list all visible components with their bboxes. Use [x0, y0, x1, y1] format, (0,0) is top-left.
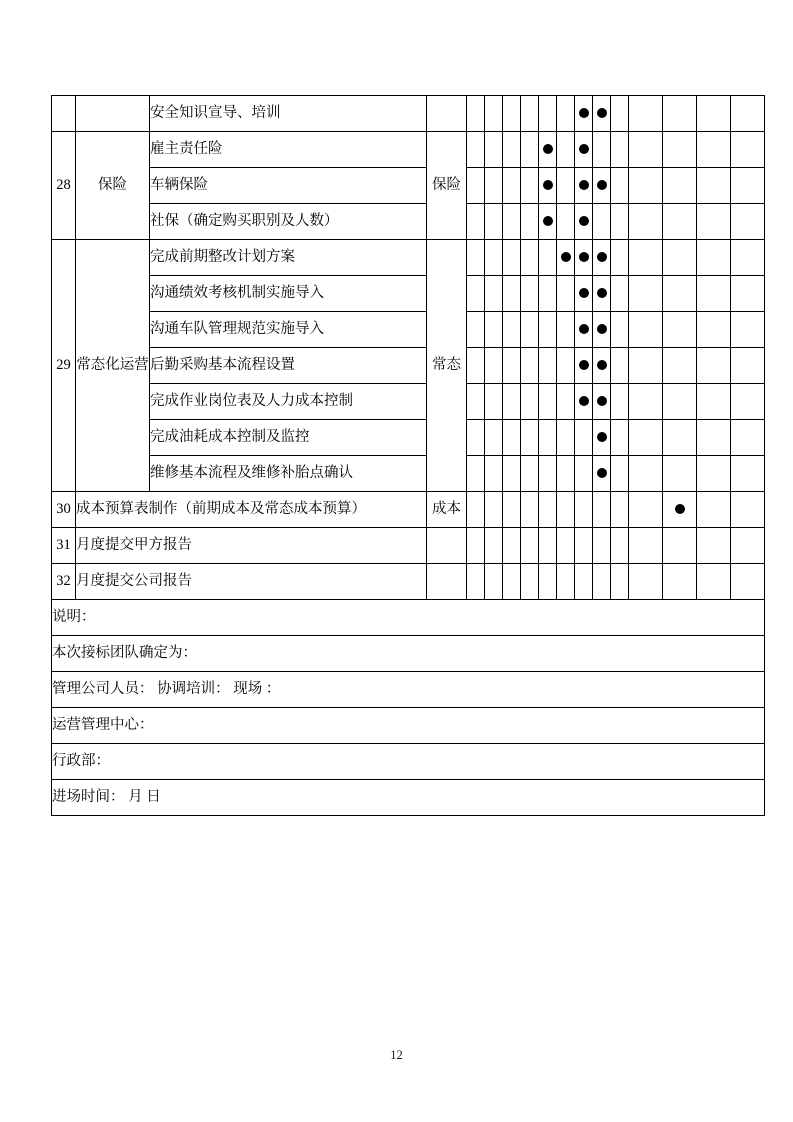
row-monthly-report-client-grid-cell-10[interactable]: [629, 528, 663, 564]
row-maintenance-process-grid-cell-13[interactable]: [731, 456, 765, 492]
row-procurement-process-grid-cell-10[interactable]: [629, 348, 663, 384]
row-monthly-report-client-grid-cell-4[interactable]: [521, 528, 539, 564]
row-fuel-cost-control-grid-cell-7[interactable]: [575, 420, 593, 456]
row-number: 32: [52, 564, 76, 600]
row-rectification-plan-grid-cell-4[interactable]: [521, 240, 539, 276]
row-employer-liability-grid-cell-6[interactable]: [557, 132, 575, 168]
task-description: 沟通绩效考核机制实施导入: [150, 276, 427, 312]
task-description: 完成作业岗位表及人力成本控制: [150, 384, 427, 420]
row-vehicle-insurance-grid-cell-1[interactable]: [467, 168, 485, 204]
row-procurement-process-grid-cell-1[interactable]: [467, 348, 485, 384]
row-monthly-report-company-grid-cell-9[interactable]: [611, 564, 629, 600]
footer-operations-center: 运营管理中心：: [52, 708, 765, 744]
row-social-insurance-grid-cell-6[interactable]: [557, 204, 575, 240]
row-cost-budget-grid-cell-10[interactable]: [629, 492, 663, 528]
milestone-dot-icon: [579, 396, 589, 406]
row-vehicle-insurance-grid-cell-10[interactable]: [629, 168, 663, 204]
row-tag: [427, 96, 467, 132]
footer-entry-time: 进场时间： 月 日: [52, 780, 765, 816]
row-maintenance-process-grid-cell-1[interactable]: [467, 456, 485, 492]
row-procurement-process-grid-cell-8[interactable]: [593, 348, 611, 384]
row-monthly-report-client-grid-cell-1[interactable]: [467, 528, 485, 564]
row-maintenance-process-grid-cell-6[interactable]: [557, 456, 575, 492]
row-maintenance-process-grid-cell-2[interactable]: [485, 456, 503, 492]
footer-staff: 管理公司人员： 协调培训： 现场 ：: [52, 672, 765, 708]
row-fleet-management-grid-cell-1[interactable]: [467, 312, 485, 348]
row-job-position-table-grid-cell-9[interactable]: [611, 384, 629, 420]
row-category: 保险: [76, 132, 150, 240]
row-number: [52, 96, 76, 132]
row-cost-budget-grid-cell-4[interactable]: [521, 492, 539, 528]
row-fleet-management-grid-cell-6[interactable]: [557, 312, 575, 348]
row-tag: 常态: [427, 240, 467, 492]
row-monthly-report-client-grid-cell-13[interactable]: [731, 528, 765, 564]
row-monthly-report-company-grid-cell-13[interactable]: [731, 564, 765, 600]
footer-admin-dept: 行政部：: [52, 744, 765, 780]
row-job-position-table-grid-cell-4[interactable]: [521, 384, 539, 420]
milestone-dot-icon: [579, 288, 589, 298]
row-employer-liability-grid-cell-13[interactable]: [731, 132, 765, 168]
row-job-position-table-grid-cell-8[interactable]: [593, 384, 611, 420]
row-monthly-report-client-grid-cell-7[interactable]: [575, 528, 593, 564]
footer-row: [52, 780, 765, 816]
milestone-dot-icon: [597, 108, 607, 118]
row-rectification-plan-grid-cell-11[interactable]: [663, 240, 697, 276]
row-performance-appraisal-grid-cell-9[interactable]: [611, 276, 629, 312]
row-social-insurance-grid-cell-3[interactable]: [503, 204, 521, 240]
row-safety-training-grid-cell-13[interactable]: [731, 96, 765, 132]
row-cost-budget-grid-cell-8[interactable]: [593, 492, 611, 528]
row-social-insurance-grid-cell-8[interactable]: [593, 204, 611, 240]
row-maintenance-process-grid-cell-9[interactable]: [611, 456, 629, 492]
row-job-position-table-grid-cell-13[interactable]: [731, 384, 765, 420]
table-row: [52, 96, 765, 132]
row-fuel-cost-control-grid-cell-13[interactable]: [731, 420, 765, 456]
task-description: 社保（确定购买职别及人数）: [150, 204, 427, 240]
row-vehicle-insurance-grid-cell-11[interactable]: [663, 168, 697, 204]
row-maintenance-process-grid-cell-12[interactable]: [697, 456, 731, 492]
row-performance-appraisal-grid-cell-3[interactable]: [503, 276, 521, 312]
milestone-dot-icon: [597, 432, 607, 442]
milestone-dot-icon: [579, 108, 589, 118]
row-vehicle-insurance-grid-cell-9[interactable]: [611, 168, 629, 204]
row-job-position-table-grid-cell-7[interactable]: [575, 384, 593, 420]
footer-row: [52, 636, 765, 672]
row-social-insurance-grid-cell-9[interactable]: [611, 204, 629, 240]
row-social-insurance-grid-cell-2[interactable]: [485, 204, 503, 240]
row-performance-appraisal-grid-cell-5[interactable]: [539, 276, 557, 312]
row-employer-liability-grid-cell-2[interactable]: [485, 132, 503, 168]
row-monthly-report-client-grid-cell-6[interactable]: [557, 528, 575, 564]
table-row: [52, 348, 765, 384]
table-row: [52, 276, 765, 312]
task-description: 安全知识宣导、培训: [150, 96, 427, 132]
row-job-position-table-grid-cell-11[interactable]: [663, 384, 697, 420]
table-row: [52, 132, 765, 168]
row-fleet-management-grid-cell-7[interactable]: [575, 312, 593, 348]
row-monthly-report-company-grid-cell-5[interactable]: [539, 564, 557, 600]
row-monthly-report-client-grid-cell-11[interactable]: [663, 528, 697, 564]
milestone-dot-icon: [579, 324, 589, 334]
row-employer-liability-grid-cell-3[interactable]: [503, 132, 521, 168]
footer-row: [52, 672, 765, 708]
row-safety-training-grid-cell-1[interactable]: [467, 96, 485, 132]
row-monthly-report-company-grid-cell-1[interactable]: [467, 564, 485, 600]
row-social-insurance-grid-cell-5[interactable]: [539, 204, 557, 240]
row-procurement-process-grid-cell-7[interactable]: [575, 348, 593, 384]
milestone-dot-icon: [543, 144, 553, 154]
row-vehicle-insurance-grid-cell-3[interactable]: [503, 168, 521, 204]
row-fleet-management-grid-cell-12[interactable]: [697, 312, 731, 348]
row-cost-budget-grid-cell-1[interactable]: [467, 492, 485, 528]
row-social-insurance-grid-cell-11[interactable]: [663, 204, 697, 240]
row-number: 30: [52, 492, 76, 528]
row-tag: [427, 564, 467, 600]
row-performance-appraisal-grid-cell-4[interactable]: [521, 276, 539, 312]
row-employer-liability-grid-cell-8[interactable]: [593, 132, 611, 168]
milestone-dot-icon: [579, 360, 589, 370]
row-procurement-process-grid-cell-5[interactable]: [539, 348, 557, 384]
task-description: 完成前期整改计划方案: [150, 240, 427, 276]
row-rectification-plan-grid-cell-6[interactable]: [557, 240, 575, 276]
row-fleet-management-grid-cell-13[interactable]: [731, 312, 765, 348]
row-fleet-management-grid-cell-4[interactable]: [521, 312, 539, 348]
milestone-dot-icon: [597, 396, 607, 406]
row-fleet-management-grid-cell-8[interactable]: [593, 312, 611, 348]
row-fleet-management-grid-cell-10[interactable]: [629, 312, 663, 348]
row-job-position-table-grid-cell-1[interactable]: [467, 384, 485, 420]
row-procurement-process-grid-cell-2[interactable]: [485, 348, 503, 384]
row-fuel-cost-control-grid-cell-1[interactable]: [467, 420, 485, 456]
row-tag: 保险: [427, 132, 467, 240]
row-monthly-report-company-grid-cell-2[interactable]: [485, 564, 503, 600]
row-fleet-management-grid-cell-11[interactable]: [663, 312, 697, 348]
row-performance-appraisal-grid-cell-1[interactable]: [467, 276, 485, 312]
row-maintenance-process-grid-cell-8[interactable]: [593, 456, 611, 492]
row-performance-appraisal-grid-cell-13[interactable]: [731, 276, 765, 312]
row-rectification-plan-grid-cell-13[interactable]: [731, 240, 765, 276]
row-vehicle-insurance-grid-cell-13[interactable]: [731, 168, 765, 204]
schedule-table: [51, 95, 765, 816]
milestone-dot-icon: [543, 180, 553, 190]
row-maintenance-process-grid-cell-11[interactable]: [663, 456, 697, 492]
task-description: 沟通车队管理规范实施导入: [150, 312, 427, 348]
task-description: 完成油耗成本控制及监控: [150, 420, 427, 456]
row-safety-training-grid-cell-3[interactable]: [503, 96, 521, 132]
row-fuel-cost-control-grid-cell-2[interactable]: [485, 420, 503, 456]
row-fuel-cost-control-grid-cell-12[interactable]: [697, 420, 731, 456]
task-description: 车辆保险: [150, 168, 427, 204]
row-safety-training-grid-cell-2[interactable]: [485, 96, 503, 132]
row-monthly-report-client-grid-cell-3[interactable]: [503, 528, 521, 564]
row-maintenance-process-grid-cell-5[interactable]: [539, 456, 557, 492]
row-job-position-table-grid-cell-6[interactable]: [557, 384, 575, 420]
row-procurement-process-grid-cell-3[interactable]: [503, 348, 521, 384]
row-fuel-cost-control-grid-cell-10[interactable]: [629, 420, 663, 456]
task-description: 月度提交甲方报告: [76, 528, 427, 564]
task-description: 月度提交公司报告: [76, 564, 427, 600]
row-safety-training-grid-cell-9[interactable]: [611, 96, 629, 132]
milestone-dot-icon: [561, 252, 571, 262]
footer-team: 本次接标团队确定为：: [52, 636, 765, 672]
row-safety-training-grid-cell-12[interactable]: [697, 96, 731, 132]
row-rectification-plan-grid-cell-3[interactable]: [503, 240, 521, 276]
row-tag: 成本: [427, 492, 467, 528]
row-performance-appraisal-grid-cell-12[interactable]: [697, 276, 731, 312]
row-monthly-report-company-grid-cell-6[interactable]: [557, 564, 575, 600]
row-safety-training-grid-cell-8[interactable]: [593, 96, 611, 132]
row-job-position-table-grid-cell-5[interactable]: [539, 384, 557, 420]
row-performance-appraisal-grid-cell-2[interactable]: [485, 276, 503, 312]
row-category: [76, 96, 150, 132]
row-procurement-process-grid-cell-12[interactable]: [697, 348, 731, 384]
task-description: 后勤采购基本流程设置: [150, 348, 427, 384]
milestone-dot-icon: [579, 144, 589, 154]
schedule-table-body: [52, 96, 765, 816]
row-cost-budget-grid-cell-3[interactable]: [503, 492, 521, 528]
row-monthly-report-company-grid-cell-7[interactable]: [575, 564, 593, 600]
table-row: [52, 384, 765, 420]
row-monthly-report-company-grid-cell-11[interactable]: [663, 564, 697, 600]
row-social-insurance-grid-cell-12[interactable]: [697, 204, 731, 240]
row-social-insurance-grid-cell-1[interactable]: [467, 204, 485, 240]
table-row: [52, 564, 765, 600]
row-rectification-plan-grid-cell-7[interactable]: [575, 240, 593, 276]
row-social-insurance-grid-cell-7[interactable]: [575, 204, 593, 240]
row-procurement-process-grid-cell-13[interactable]: [731, 348, 765, 384]
row-monthly-report-company-grid-cell-12[interactable]: [697, 564, 731, 600]
row-fleet-management-grid-cell-2[interactable]: [485, 312, 503, 348]
row-safety-training-grid-cell-10[interactable]: [629, 96, 663, 132]
footer-row: [52, 708, 765, 744]
row-category: 常态化运营: [76, 240, 150, 492]
row-fleet-management-grid-cell-9[interactable]: [611, 312, 629, 348]
row-rectification-plan-grid-cell-8[interactable]: [593, 240, 611, 276]
row-rectification-plan-grid-cell-12[interactable]: [697, 240, 731, 276]
row-fuel-cost-control-grid-cell-6[interactable]: [557, 420, 575, 456]
row-cost-budget-grid-cell-13[interactable]: [731, 492, 765, 528]
row-fuel-cost-control-grid-cell-3[interactable]: [503, 420, 521, 456]
row-cost-budget-grid-cell-5[interactable]: [539, 492, 557, 528]
row-vehicle-insurance-grid-cell-2[interactable]: [485, 168, 503, 204]
row-job-position-table-grid-cell-2[interactable]: [485, 384, 503, 420]
row-tag: [427, 528, 467, 564]
row-social-insurance-grid-cell-10[interactable]: [629, 204, 663, 240]
table-row: [52, 456, 765, 492]
row-monthly-report-client-grid-cell-5[interactable]: [539, 528, 557, 564]
table-row: [52, 168, 765, 204]
row-job-position-table-grid-cell-10[interactable]: [629, 384, 663, 420]
row-job-position-table-grid-cell-12[interactable]: [697, 384, 731, 420]
row-employer-liability-grid-cell-12[interactable]: [697, 132, 731, 168]
row-monthly-report-company-grid-cell-10[interactable]: [629, 564, 663, 600]
row-employer-liability-grid-cell-4[interactable]: [521, 132, 539, 168]
table-row: [52, 420, 765, 456]
row-rectification-plan-grid-cell-1[interactable]: [467, 240, 485, 276]
row-performance-appraisal-grid-cell-10[interactable]: [629, 276, 663, 312]
row-procurement-process-grid-cell-6[interactable]: [557, 348, 575, 384]
milestone-dot-icon: [597, 288, 607, 298]
row-performance-appraisal-grid-cell-7[interactable]: [575, 276, 593, 312]
milestone-dot-icon: [597, 324, 607, 334]
row-fuel-cost-control-grid-cell-8[interactable]: [593, 420, 611, 456]
milestone-dot-icon: [597, 468, 607, 478]
row-employer-liability-grid-cell-1[interactable]: [467, 132, 485, 168]
table-row: [52, 492, 765, 528]
row-social-insurance-grid-cell-13[interactable]: [731, 204, 765, 240]
row-employer-liability-grid-cell-7[interactable]: [575, 132, 593, 168]
row-employer-liability-grid-cell-9[interactable]: [611, 132, 629, 168]
row-monthly-report-client-grid-cell-12[interactable]: [697, 528, 731, 564]
row-cost-budget-grid-cell-2[interactable]: [485, 492, 503, 528]
table-row: [52, 204, 765, 240]
row-fuel-cost-control-grid-cell-11[interactable]: [663, 420, 697, 456]
row-monthly-report-company-grid-cell-4[interactable]: [521, 564, 539, 600]
row-maintenance-process-grid-cell-7[interactable]: [575, 456, 593, 492]
milestone-dot-icon: [675, 504, 685, 514]
row-procurement-process-grid-cell-9[interactable]: [611, 348, 629, 384]
row-procurement-process-grid-cell-11[interactable]: [663, 348, 697, 384]
row-rectification-plan-grid-cell-2[interactable]: [485, 240, 503, 276]
task-description: 雇主责任险: [150, 132, 427, 168]
row-vehicle-insurance-grid-cell-4[interactable]: [521, 168, 539, 204]
table-row: [52, 312, 765, 348]
milestone-dot-icon: [579, 216, 589, 226]
row-rectification-plan-grid-cell-9[interactable]: [611, 240, 629, 276]
table-row: [52, 528, 765, 564]
row-safety-training-grid-cell-4[interactable]: [521, 96, 539, 132]
row-vehicle-insurance-grid-cell-8[interactable]: [593, 168, 611, 204]
milestone-dot-icon: [579, 252, 589, 262]
row-employer-liability-grid-cell-10[interactable]: [629, 132, 663, 168]
row-number: 29: [52, 240, 76, 492]
row-fleet-management-grid-cell-3[interactable]: [503, 312, 521, 348]
row-fuel-cost-control-grid-cell-4[interactable]: [521, 420, 539, 456]
row-safety-training-grid-cell-5[interactable]: [539, 96, 557, 132]
row-performance-appraisal-grid-cell-11[interactable]: [663, 276, 697, 312]
page-number: 12: [390, 1048, 403, 1062]
footer-row: [52, 600, 765, 636]
milestone-dot-icon: [597, 180, 607, 190]
row-fleet-management-grid-cell-5[interactable]: [539, 312, 557, 348]
milestone-dot-icon: [597, 252, 607, 262]
task-description: 成本预算表制作（前期成本及常态成本预算）: [76, 492, 427, 528]
row-safety-training-grid-cell-11[interactable]: [663, 96, 697, 132]
row-rectification-plan-grid-cell-10[interactable]: [629, 240, 663, 276]
row-monthly-report-company-grid-cell-3[interactable]: [503, 564, 521, 600]
row-cost-budget-grid-cell-9[interactable]: [611, 492, 629, 528]
row-vehicle-insurance-grid-cell-5[interactable]: [539, 168, 557, 204]
row-employer-liability-grid-cell-5[interactable]: [539, 132, 557, 168]
row-cost-budget-grid-cell-12[interactable]: [697, 492, 731, 528]
row-maintenance-process-grid-cell-10[interactable]: [629, 456, 663, 492]
table-row: [52, 240, 765, 276]
row-monthly-report-client-grid-cell-9[interactable]: [611, 528, 629, 564]
milestone-dot-icon: [543, 216, 553, 226]
row-monthly-report-company-grid-cell-8[interactable]: [593, 564, 611, 600]
row-fuel-cost-control-grid-cell-5[interactable]: [539, 420, 557, 456]
row-safety-training-grid-cell-6[interactable]: [557, 96, 575, 132]
row-number: 31: [52, 528, 76, 564]
row-rectification-plan-grid-cell-5[interactable]: [539, 240, 557, 276]
row-vehicle-insurance-grid-cell-12[interactable]: [697, 168, 731, 204]
row-procurement-process-grid-cell-4[interactable]: [521, 348, 539, 384]
row-cost-budget-grid-cell-11[interactable]: [663, 492, 697, 528]
row-cost-budget-grid-cell-7[interactable]: [575, 492, 593, 528]
row-cost-budget-grid-cell-6[interactable]: [557, 492, 575, 528]
row-performance-appraisal-grid-cell-6[interactable]: [557, 276, 575, 312]
footer-row: [52, 744, 765, 780]
row-maintenance-process-grid-cell-4[interactable]: [521, 456, 539, 492]
row-fuel-cost-control-grid-cell-9[interactable]: [611, 420, 629, 456]
row-safety-training-grid-cell-7[interactable]: [575, 96, 593, 132]
row-vehicle-insurance-grid-cell-7[interactable]: [575, 168, 593, 204]
row-monthly-report-client-grid-cell-2[interactable]: [485, 528, 503, 564]
task-description: 维修基本流程及维修补胎点确认: [150, 456, 427, 492]
row-social-insurance-grid-cell-4[interactable]: [521, 204, 539, 240]
row-performance-appraisal-grid-cell-8[interactable]: [593, 276, 611, 312]
row-employer-liability-grid-cell-11[interactable]: [663, 132, 697, 168]
milestone-dot-icon: [597, 360, 607, 370]
row-job-position-table-grid-cell-3[interactable]: [503, 384, 521, 420]
milestone-dot-icon: [579, 180, 589, 190]
row-number: 28: [52, 132, 76, 240]
row-vehicle-insurance-grid-cell-6[interactable]: [557, 168, 575, 204]
footer-note: 说明：: [52, 600, 765, 636]
row-maintenance-process-grid-cell-3[interactable]: [503, 456, 521, 492]
row-monthly-report-client-grid-cell-8[interactable]: [593, 528, 611, 564]
